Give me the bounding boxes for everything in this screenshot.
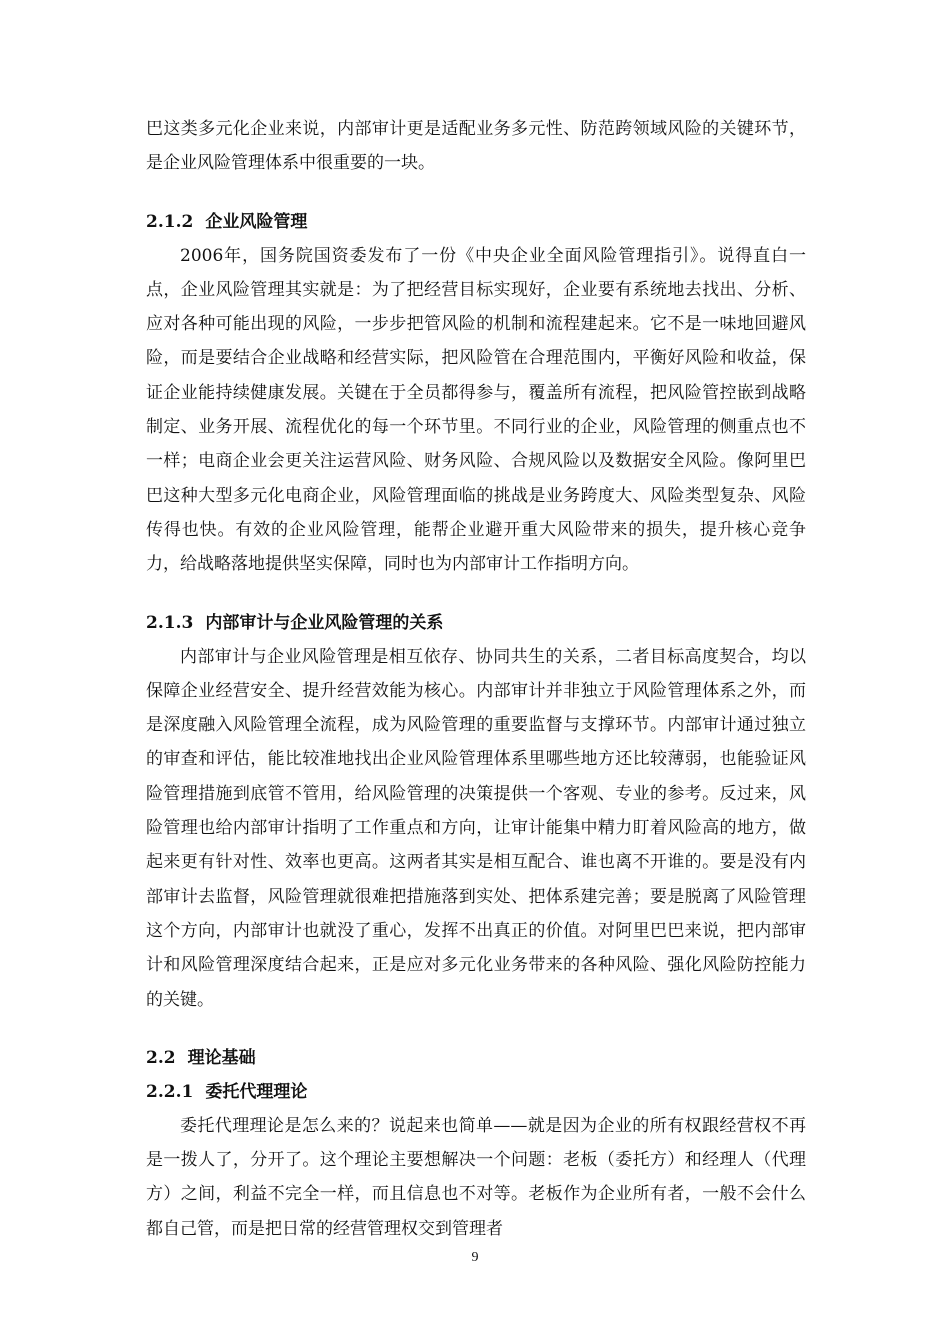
heading-text: 委托代理理论 xyxy=(205,1081,308,1102)
page-number: 9 xyxy=(471,1250,479,1265)
heading-text: 内部审计与企业风险管理的关系 xyxy=(205,612,444,633)
heading-2-2-1 xyxy=(146,1075,806,1109)
heading-number: 2.1.3 xyxy=(146,612,194,633)
heading-2-2 xyxy=(146,1041,806,1075)
page-body xyxy=(146,112,806,1246)
heading-2-1-2 xyxy=(146,205,806,239)
paragraph-continued: 巴这类多元化企业来说，内部审计更是适配业务多元性、防范跨领域风险的关键环节，是企业风险管理体系中很重要的一块。 xyxy=(146,119,806,174)
heading-number: 2.2.1 xyxy=(146,1081,194,1102)
heading-text: 企业风险管理 xyxy=(205,211,308,232)
heading-text: 理论基础 xyxy=(187,1047,256,1068)
heading-2-1-3 xyxy=(146,606,806,640)
heading-number: 2.1.2 xyxy=(146,211,194,232)
paragraph-risk-management: 2006年，国务院国资委发布了一份《中央企业全面风险管理指引》。说得直白一点，企业风险管理其实就是：为了把经营目标实现好，企业要有系统地去找出、分析、应对各种可能出现的风险，一步步把管风险的机制和流程建起来。它不是一味地回避风险，而是要结合企业战略和经营实际，把风险管在合理范围内，平衡好风险和收益，保证企业能持续健康发展。关键在于全员都得参与，覆盖所有流程，把风险管控嵌到战略制定、业务开展、流程优化的每一个环节里。不同行业的企业，风险管理的侧重点也不一样；电商企业会更关注运营风险、财务风险、合规风险以及数据安全风险。像阿里巴巴这种大型多元化电商企业，风险管理面临的挑战是业务跨度大、风险类型复杂、风险传得也快。有效的企业风险管理，能帮企业避开重大风险带来的损失，提升核心竞争力，给战略落地提供坚实保障，同时也为内部审计工作指明方向。 xyxy=(146,245,806,575)
paragraph-agency-theory: 委托代理理论是怎么来的？说起来也简单——就是因为企业的所有权跟经营权不再是一拨人了，分开了。这个理论主要想解决一个问题：老板（委托方）和经理人（代理方）之间，利益不完全一样，而且信息也不对等。老板作为企业所有者，一般不会什么都自己管，而是把日常的经营管理权交到管理者 xyxy=(146,1115,806,1239)
heading-number: 2.2 xyxy=(146,1047,176,1068)
paragraph-audit-relationship: 内部审计与企业风险管理是相互依存、协同共生的关系，二者目标高度契合，均以保障企业经营安全、提升经营效能为核心。内部审计并非独立于风险管理体系之外，而是深度融入风险管理全流程，成为风险管理的重要监督与支撑环节。内部审计通过独立的审查和评估，能比较准地找出企业风险管理体系里哪些地方还比较薄弱，也能验证风险管理措施到底管不管用，给风险管理的决策提供一个客观、专业的参考。反过来，风险管理也给内部审计指明了工作重点和方向，让审计能集中精力盯着风险高的地方，做起来更有针对性、效率也更高。这两者其实是相互配合、谁也离不开谁的。要是没有内部审计去监督，风险管理就很难把措施落到实处、把体系建完善；要是脱离了风险管理这个方向，内部审计也就没了重心，发挥不出真正的价值。对阿里巴巴来说，把内部审计和风险管理深度结合起来，正是应对多元化业务带来的各种风险、强化风险防控能力的关键。 xyxy=(146,646,806,1010)
